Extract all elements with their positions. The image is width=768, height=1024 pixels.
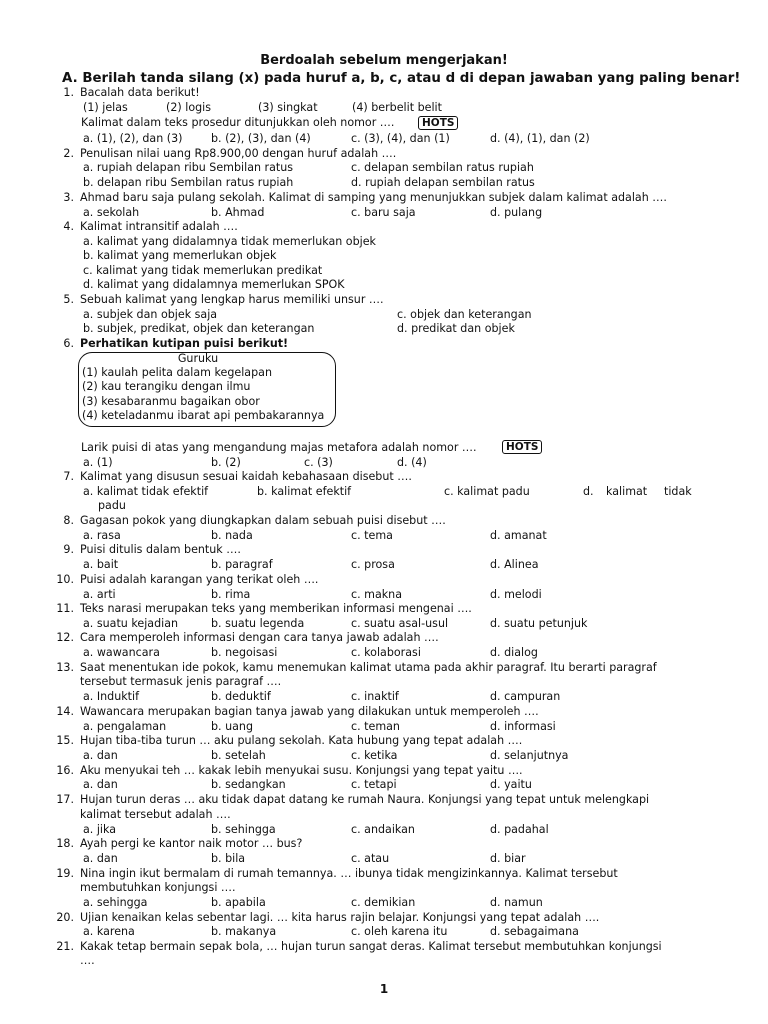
question-text-continued: …. <box>80 954 95 967</box>
question-text: Ahmad baru saja pulang sekolah. Kalimat di samping yang menunjukkan subjek dalam kalimat adalah …. <box>80 191 667 204</box>
answer-option: b. makanya <box>211 925 277 938</box>
answer-option: b. nada <box>211 529 253 542</box>
page-number: 1 <box>379 982 389 996</box>
answer-option-word: padu <box>98 499 126 512</box>
answer-option: d. dialog <box>490 646 538 659</box>
answer-option: b. uang <box>211 720 253 733</box>
answer-option: c. kolaborasi <box>351 646 421 659</box>
answer-option: a. karena <box>83 925 135 938</box>
answer-option: d. yaitu <box>490 778 532 791</box>
question-number: 21. <box>56 940 74 953</box>
answer-option: b. suatu legenda <box>211 617 305 630</box>
answer-option: b. Ahmad <box>211 206 265 219</box>
answer-option: a. rasa <box>83 529 121 542</box>
answer-option: c. suatu asal-usul <box>351 617 449 630</box>
question-number: 20. <box>56 911 74 924</box>
answer-option: c. ketika <box>351 749 398 762</box>
answer-option-letter: d. <box>583 485 594 498</box>
answer-option: d. namun <box>490 896 543 909</box>
answer-option: c. atau <box>351 852 390 865</box>
answer-option: d. Alinea <box>490 558 539 571</box>
answer-option: a. (1) <box>83 456 113 469</box>
question-number: 4. <box>63 220 74 233</box>
answer-option: b. negoisasi <box>211 646 278 659</box>
answer-option: b. sedangkan <box>211 778 286 791</box>
question-number: 11. <box>56 602 74 615</box>
answer-option-word: tidak <box>664 485 692 498</box>
answer-option: d. amanat <box>490 529 547 542</box>
data-item: (2) logis <box>166 101 212 114</box>
answer-option: d. selanjutnya <box>490 749 569 762</box>
answer-option: d. suatu petunjuk <box>490 617 588 630</box>
question-text: Aku menyukai teh … kakak lebih menyukai susu. Konjungsi yang tepat yaitu …. <box>80 764 523 777</box>
question-number: 5. <box>63 293 74 306</box>
answer-option: b. rima <box>211 588 251 601</box>
answer-option: a. Induktif <box>83 690 139 703</box>
answer-option: a. rupiah delapan ribu Sembilan ratus <box>83 161 294 174</box>
question-text: Kakak tetap bermain sepak bola, … hujan turun sangat deras. Kalimat tersebut membutuhkan konjungsi <box>80 940 662 953</box>
answer-option-word: kalimat <box>606 485 648 498</box>
question-text: Ujian kenaikan kelas sebentar lagi. … kita harus rajin belajar. Konjungsi yang tepat adalah …. <box>80 911 600 924</box>
answer-option: a. sekolah <box>83 206 140 219</box>
answer-option: a. wawancara <box>83 646 160 659</box>
question-number: 8. <box>63 514 74 527</box>
answer-option: a. sehingga <box>83 896 148 909</box>
answer-option: d. biar <box>490 852 526 865</box>
question-text: Teks narasi merupakan teks yang memberikan informasi mengenai …. <box>80 602 472 615</box>
answer-option: b. paragraf <box>211 558 273 571</box>
poem-title: Guruku <box>177 352 219 365</box>
question-text-continued: kalimat tersebut adalah …. <box>80 808 231 821</box>
answer-option: b. kalimat yang memerlukan objek <box>83 249 277 262</box>
data-item: (1) jelas <box>83 101 128 114</box>
question-text: Bacalah data berikut! <box>80 86 200 99</box>
answer-option: c. baru saja <box>351 206 416 219</box>
question-number: 13. <box>56 661 74 674</box>
answer-option: b. (2), (3), dan (4) <box>211 132 311 145</box>
answer-option: b. deduktif <box>211 690 271 703</box>
question-text: Ayah pergi ke kantor naik motor … bus? <box>80 837 303 850</box>
answer-option: c. delapan sembilan ratus rupiah <box>351 161 534 174</box>
question-number: 10. <box>56 573 74 586</box>
poem-line: (1) kaulah pelita dalam kegelapan <box>82 366 272 379</box>
answer-option: a. dan <box>83 749 118 762</box>
answer-option: d. rupiah delapan sembilan ratus <box>351 176 535 189</box>
answer-option: c. prosa <box>351 558 395 571</box>
poem-line: (4) keteladanmu ibarat api pembakarannya <box>82 409 325 422</box>
answer-option: a. (1), (2), dan (3) <box>83 132 183 145</box>
question-number: 17. <box>56 793 74 806</box>
question-number: 9. <box>63 543 74 556</box>
question-text: Hujan tiba-tiba turun … aku pulang sekolah. Kata hubung yang tepat adalah …. <box>80 734 523 747</box>
answer-option: a. subjek dan objek saja <box>83 308 218 321</box>
answer-option: c. makna <box>351 588 403 601</box>
question-number: 18. <box>56 837 74 850</box>
answer-option: a. bait <box>83 558 119 571</box>
question-number: 7. <box>63 470 74 483</box>
answer-option: a. suatu kejadian <box>83 617 179 630</box>
answer-option: d. pulang <box>490 206 543 219</box>
question-number: 1. <box>63 86 74 99</box>
answer-option: d. kalimat yang didalamnya memerlukan SPOK <box>83 278 345 291</box>
question-text: Perhatikan kutipan puisi berikut! <box>80 337 289 350</box>
data-item: (4) berbelit belit <box>352 101 442 114</box>
question-number: 3. <box>63 191 74 204</box>
question-text: Wawancara merupakan bagian tanya jawab yang dilakukan untuk memperoleh …. <box>80 705 539 718</box>
question-text: Kalimat intransitif adalah …. <box>80 220 238 233</box>
answer-option: c. demikian <box>351 896 416 909</box>
answer-option: b. kalimat efektif <box>257 485 352 498</box>
answer-option: d. predikat dan objek <box>397 322 515 335</box>
answer-option: d. padahal <box>490 823 549 836</box>
answer-option: b. apabila <box>211 896 266 909</box>
answer-option: b. (2) <box>211 456 241 469</box>
question-prompt: Kalimat dalam teks prosedur ditunjukkan oleh nomor …. <box>81 116 395 129</box>
poem-line: (3) kesabaranmu bagaikan obor <box>82 395 260 408</box>
question-number: 16. <box>56 764 74 777</box>
question-number: 12. <box>56 631 74 644</box>
question-text: Gagasan pokok yang diungkapkan dalam sebuah puisi disebut …. <box>80 514 446 527</box>
answer-option: c. andaikan <box>351 823 415 836</box>
answer-option: d. melodi <box>490 588 542 601</box>
page-title: Berdoalah sebelum mengerjakan! <box>260 53 508 68</box>
answer-option: c. (3), (4), dan (1) <box>351 132 450 145</box>
question-text: Saat menentukan ide pokok, kamu menemukan kalimat utama pada akhir paragraf. Itu berarti paragraf <box>80 661 657 674</box>
question-text-continued: tersebut termasuk jenis paragraf …. <box>80 675 282 688</box>
question-text: Puisi ditulis dalam bentuk …. <box>80 543 241 556</box>
question-text: Sebuah kalimat yang lengkap harus memiliki unsur …. <box>80 293 384 306</box>
answer-option: c. inaktif <box>351 690 399 703</box>
question-text: Kalimat yang disusun sesuai kaidah kebahasaan disebut …. <box>80 470 412 483</box>
answer-option: a. kalimat tidak efektif <box>83 485 209 498</box>
answer-option: d. sebagaimana <box>490 925 579 938</box>
answer-option: c. tema <box>351 529 393 542</box>
answer-option: c. kalimat padu <box>444 485 530 498</box>
question-text: Penulisan nilai uang Rp8.900,00 dengan huruf adalah …. <box>80 147 397 160</box>
data-item: (3) singkat <box>258 101 318 114</box>
question-number: 2. <box>63 147 74 160</box>
answer-option: d. (4) <box>397 456 427 469</box>
answer-option: d. campuran <box>490 690 561 703</box>
hots-badge: HOTS <box>418 116 458 130</box>
section-instruction: A. Berilah tanda silang (x) pada huruf a, b, c, atau d di depan jawaban yang paling benar! <box>62 71 741 86</box>
answer-option: c. tetapi <box>351 778 397 791</box>
answer-option: c. teman <box>351 720 400 733</box>
question-number: 14. <box>56 705 74 718</box>
answer-option: a. dan <box>83 778 118 791</box>
question-number: 6. <box>63 337 74 350</box>
answer-option: a. kalimat yang didalamnya tidak memerlukan objek <box>83 235 376 248</box>
question-text: Cara memperoleh informasi dengan cara tanya jawab adalah …. <box>80 631 439 644</box>
answer-option: b. sehingga <box>211 823 276 836</box>
question-number: 19. <box>56 867 74 880</box>
answer-option: d. (4), (1), dan (2) <box>490 132 590 145</box>
question-prompt: Larik puisi di atas yang mengandung majas metafora adalah nomor …. <box>81 441 477 454</box>
answer-option: b. delapan ribu Sembilan ratus rupiah <box>83 176 294 189</box>
question-number: 15. <box>56 734 74 747</box>
question-text: Puisi adalah karangan yang terikat oleh …. <box>80 573 319 586</box>
answer-option: d. informasi <box>490 720 556 733</box>
answer-option: b. subjek, predikat, objek dan keterangan <box>83 322 315 335</box>
hots-badge: HOTS <box>502 440 542 454</box>
answer-option: a. dan <box>83 852 118 865</box>
answer-option: c. kalimat yang tidak memerlukan predikat <box>83 264 323 277</box>
answer-option: c. oleh karena itu <box>351 925 448 938</box>
question-text-continued: membutuhkan konjungsi …. <box>80 881 236 894</box>
answer-option: a. pengalaman <box>83 720 167 733</box>
answer-option: c. objek dan keterangan <box>397 308 532 321</box>
question-text: Nina ingin ikut bermalam di rumah temannya. … ibunya tidak mengizinkannya. Kalimat tersebut <box>80 867 618 880</box>
answer-option: b. setelah <box>211 749 266 762</box>
answer-option: a. jika <box>83 823 117 836</box>
answer-option: b. bila <box>211 852 246 865</box>
answer-option: c. (3) <box>304 456 333 469</box>
answer-option: a. arti <box>83 588 116 601</box>
question-text: Hujan turun deras … aku tidak dapat datang ke rumah Naura. Konjungsi yang tepat untuk melengkapi <box>80 793 650 806</box>
poem-line: (2) kau terangiku dengan ilmu <box>82 380 251 393</box>
